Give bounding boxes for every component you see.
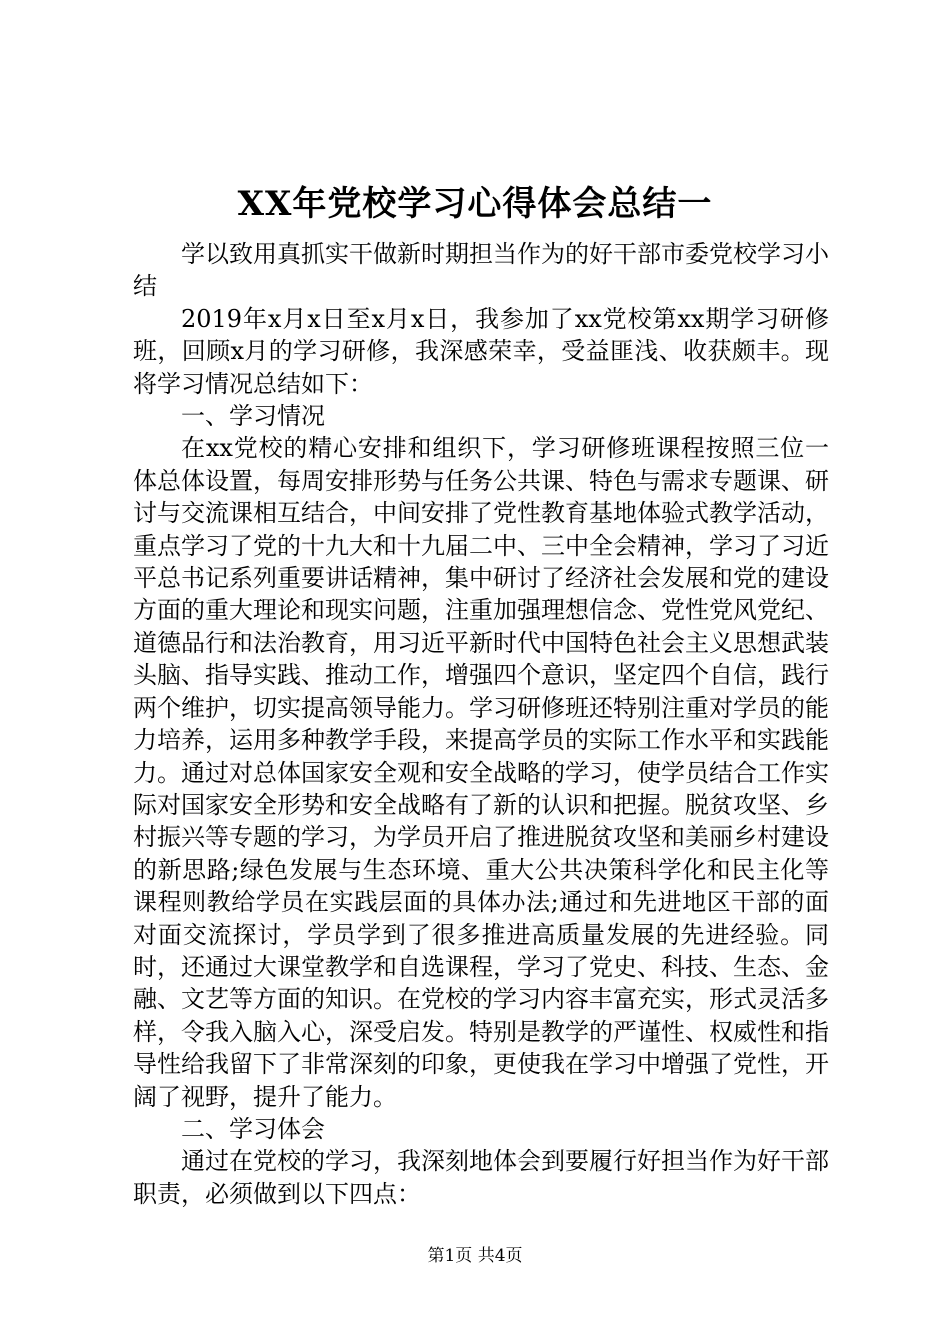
document-body bbox=[133, 238, 829, 1210]
intro-paragraph: 2019年x月x日至x月x日，我参加了xx党校第xx期学习研修班，回顾x月的学习研修，我深感荣幸，受益匪浅、收获颇丰。现将学习情况总结如下： bbox=[133, 304, 829, 398]
section-heading-study-situation: 一、学习情况 bbox=[181, 402, 325, 431]
study-insights-paragraph: 通过在党校的学习，我深刻地体会到要履行好担当作为好干部职责，必须做到以下四点： bbox=[133, 1147, 829, 1208]
document-title: XX年党校学习心得体会总结一 bbox=[237, 184, 713, 224]
page-number-footer: 第1页 共4页 bbox=[427, 1246, 523, 1266]
subtitle-paragraph: 学以致用真抓实干做新时期担当作为的好干部市委党校学习小结 bbox=[133, 240, 829, 301]
study-situation-paragraph: 在xx党校的精心安排和组织下，学习研修班课程按照三位一体总体设置，每周安排形势与任务公共课、特色与需求专题课、研讨与交流课相互结合，中间安排了党性教育基地体验式教学活动，重点学习了党的十九大和十九届二中、三中全会精神，学习了习近平总书记系列重要讲话精神，集中研讨了经济社会发展和党的建设方面的重大理论和现实问题，注重加强理想信念、党性党风党纪、道德品行和法治教育，用习近平新时代中国特色社会主义思想武装头脑、指导实践、推动工作，增强四个意识，坚定四个自信，践行两个维护，切实提高领导能力。学习研修班还特别注重对学员的能力培养，运用多种教学手段，来提高学员的实际工作水平和实践能力。通过对总体国家安全观和安全战略的学习，使学员结合工作实际对国家安全形势和安全战略有了新的认识和把握。脱贫攻坚、乡村振兴等专题的学习，为学员开启了推进脱贫攻坚和美丽乡村建设的新思路;绿色发展与生态环境、重大公共决策科学化和民主化等课程则教给学员在实践层面的具体办法;通过和先进地区干部的面对面交流探讨，学员学到了很多推进高质量发展的先进经验。同时，还通过大课堂教学和自选课程，学习了党史、科技、生态、金融、文艺等方面的知识。在党校的学习内容丰富充实，形式灵活多样，令我入脑入心，深受启发。特别是教学的严谨性、权威性和指导性给我留下了非常深刻的印象，更使我在学习中增强了党性，开阔了视野，提升了能力。 bbox=[133, 434, 829, 1111]
section-heading-study-insights: 二、学习体会 bbox=[181, 1114, 325, 1143]
